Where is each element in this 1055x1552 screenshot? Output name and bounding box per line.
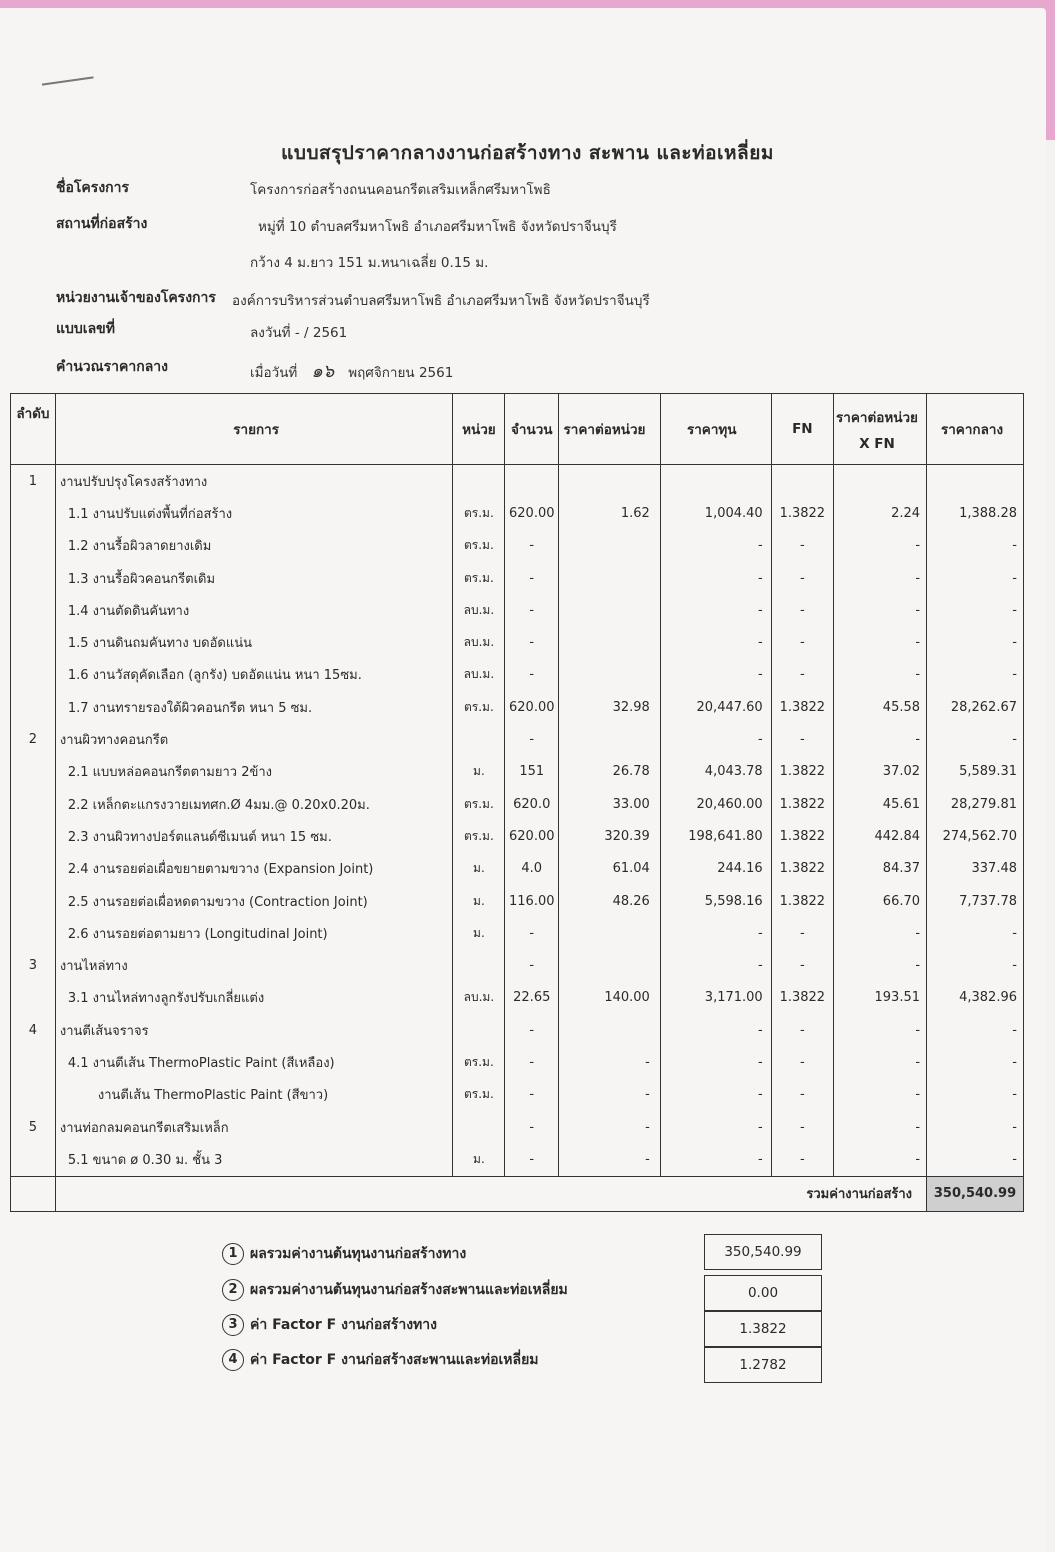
row-fn: 1.3822 — [771, 820, 833, 852]
row-unit: ม. — [453, 853, 505, 885]
row-unit-price: 26.78 — [559, 756, 661, 788]
project-value: โครงการก่อสร้างถนนคอนกรีตเสริมเหล็กศรีมหาโพธิ — [250, 182, 551, 198]
row-cost: - — [660, 659, 771, 691]
row-cost: - — [660, 626, 771, 658]
row-item: 1.4 งานตัดดินคันทาง — [55, 594, 453, 626]
row-qty: - — [505, 562, 559, 594]
row-unit-price: 32.98 — [559, 691, 661, 723]
row-unit-price-fn: 66.70 — [834, 885, 927, 917]
row-unit-price-fn: - — [834, 723, 927, 755]
row-no: 2 — [11, 723, 56, 755]
row-fn: - — [771, 1046, 833, 1078]
header-no: ลำดับ — [11, 394, 56, 465]
table-row — [11, 885, 1024, 917]
row-unit: ม. — [453, 885, 505, 917]
row-unit: ตร.ม. — [453, 820, 505, 852]
row-unit-price-fn: - — [834, 1143, 927, 1176]
calc-date-prefix: เมื่อวันที่ — [250, 365, 298, 381]
row-qty: - — [505, 1079, 559, 1111]
row-cost: - — [660, 530, 771, 562]
row-fn: - — [771, 562, 833, 594]
row-unit-price — [559, 949, 661, 981]
row-unit-price-fn: - — [834, 626, 927, 658]
row-mid-price — [927, 465, 1024, 498]
row-no — [11, 756, 56, 788]
row-no — [11, 562, 56, 594]
row-mid-price: - — [927, 626, 1024, 658]
row-unit-price-fn: - — [834, 530, 927, 562]
table-header-row — [11, 394, 1024, 465]
header-item: รายการ — [55, 394, 453, 465]
row-qty: - — [505, 659, 559, 691]
row-fn: - — [771, 530, 833, 562]
row-item: 1.7 งานทรายรองใต้ผิวคอนกรีต หนา 5 ซม. — [55, 691, 453, 723]
row-unit-price-fn: 45.58 — [834, 691, 927, 723]
row-unit-price-fn: - — [834, 1111, 927, 1143]
row-qty: 4.0 — [505, 853, 559, 885]
row-unit — [453, 1014, 505, 1046]
row-no — [11, 1143, 56, 1176]
row-qty: - — [505, 949, 559, 981]
header-qty: จำนวน — [505, 394, 559, 465]
summary-label: ผลรวมค่างานต้นทุนงานก่อสร้างสะพานและท่อเหลี่ยม — [250, 1282, 568, 1298]
row-unit-price: - — [559, 1079, 661, 1111]
row-fn: 1.3822 — [771, 756, 833, 788]
row-unit-price-fn: 442.84 — [834, 820, 927, 852]
table-row — [11, 626, 1024, 658]
summary-value-box: 0.00 — [704, 1275, 822, 1311]
row-no — [11, 691, 56, 723]
header-unit-price: ราคาต่อหน่วย — [559, 394, 661, 465]
row-qty: 620.00 — [505, 691, 559, 723]
row-fn: 1.3822 — [771, 788, 833, 820]
row-unit-price-fn: - — [834, 594, 927, 626]
row-item: 5.1 ขนาด ø 0.30 ม. ชั้น 3 — [55, 1143, 453, 1176]
header-unit-price-fn-line1: ราคาต่อหน่วย — [836, 410, 918, 426]
row-qty: 22.65 — [505, 982, 559, 1014]
row-qty: - — [505, 626, 559, 658]
row-qty: - — [505, 917, 559, 949]
price-table — [10, 393, 1024, 1212]
row-unit-price-fn: 84.37 — [834, 853, 927, 885]
row-qty — [505, 465, 559, 498]
row-item: 1.1 งานปรับแต่งพื้นที่ก่อสร้าง — [55, 497, 453, 529]
row-unit: ตร.ม. — [453, 788, 505, 820]
row-item: งานตีเส้น ThermoPlastic Paint (สีขาว) — [55, 1079, 453, 1111]
row-no — [11, 594, 56, 626]
row-unit-price-fn: - — [834, 659, 927, 691]
row-unit-price-fn: - — [834, 1014, 927, 1046]
row-mid-price: 28,279.81 — [927, 788, 1024, 820]
row-unit: ตร.ม. — [453, 497, 505, 529]
row-no — [11, 530, 56, 562]
row-mid-price: - — [927, 1079, 1024, 1111]
header-mid-price: ราคากลาง — [927, 394, 1024, 465]
table-row — [11, 1111, 1024, 1143]
row-qty: 116.00 — [505, 885, 559, 917]
row-unit: ม. — [453, 917, 505, 949]
row-mid-price: 5,589.31 — [927, 756, 1024, 788]
row-mid-price: - — [927, 530, 1024, 562]
row-fn: 1.3822 — [771, 885, 833, 917]
row-no — [11, 1046, 56, 1078]
row-mid-price: - — [927, 949, 1024, 981]
row-no — [11, 626, 56, 658]
row-qty: - — [505, 1143, 559, 1176]
row-unit-price: - — [559, 1111, 661, 1143]
row-fn: - — [771, 1111, 833, 1143]
row-item: 1.2 งานรื้อผิวลาดยางเดิม — [55, 530, 453, 562]
row-unit-price: 48.26 — [559, 885, 661, 917]
row-cost: - — [660, 1111, 771, 1143]
document-title: แบบสรุปราคากลางงานก่อสร้างทาง สะพาน และท่อเหลี่ยม — [281, 142, 774, 164]
row-mid-price: - — [927, 723, 1024, 755]
row-qty: - — [505, 1014, 559, 1046]
row-unit: ลบ.ม. — [453, 594, 505, 626]
table-row — [11, 530, 1024, 562]
row-item: 3.1 งานไหล่ทางลูกรังปรับเกลี่ยแต่ง — [55, 982, 453, 1014]
row-fn: - — [771, 1143, 833, 1176]
row-unit-price — [559, 723, 661, 755]
row-qty: - — [505, 723, 559, 755]
row-qty: 620.0 — [505, 788, 559, 820]
summary-value-box: 1.2782 — [704, 1347, 822, 1383]
row-cost: - — [660, 1143, 771, 1176]
row-item: งานไหล่ทาง — [55, 949, 453, 981]
row-unit — [453, 723, 505, 755]
row-item: 1.6 งานวัสดุคัดเลือก (ลูกรัง) บดอัดแน่น หนา 15ซม. — [55, 659, 453, 691]
row-unit-price: 320.39 — [559, 820, 661, 852]
row-fn: 1.3822 — [771, 691, 833, 723]
table-row — [11, 497, 1024, 529]
row-unit-price-fn: 2.24 — [834, 497, 927, 529]
table-row — [11, 1046, 1024, 1078]
row-unit-price-fn: - — [834, 1079, 927, 1111]
row-fn: 1.3822 — [771, 853, 833, 885]
total-row — [11, 1176, 1024, 1211]
row-unit-price: 33.00 — [559, 788, 661, 820]
table-row — [11, 562, 1024, 594]
row-fn: - — [771, 659, 833, 691]
row-item: 2.6 งานรอยต่อตามยาว (Longitudinal Joint) — [55, 917, 453, 949]
row-cost: - — [660, 917, 771, 949]
row-unit: ตร.ม. — [453, 1079, 505, 1111]
row-mid-price: 274,562.70 — [927, 820, 1024, 852]
row-unit-price-fn: 45.61 — [834, 788, 927, 820]
row-mid-price: - — [927, 1014, 1024, 1046]
row-unit-price: 61.04 — [559, 853, 661, 885]
row-no: 5 — [11, 1111, 56, 1143]
summary-number-circle: 2 — [222, 1279, 244, 1301]
row-fn: - — [771, 917, 833, 949]
row-mid-price: - — [927, 659, 1024, 691]
row-no — [11, 820, 56, 852]
summary-label: ค่า Factor F งานก่อสร้างสะพานและท่อเหลี่ยม — [250, 1352, 539, 1368]
row-cost: 4,043.78 — [660, 756, 771, 788]
site-value: หมู่ที่ 10 ตำบลศรีมหาโพธิ อำเภอศรีมหาโพธิ จังหวัดปราจีนบุรี — [258, 219, 617, 235]
header-unit-price-fn — [834, 394, 927, 465]
row-unit: ม. — [453, 756, 505, 788]
row-cost: - — [660, 1079, 771, 1111]
owner-label: หน่วยงานเจ้าของโครงการ — [56, 290, 216, 306]
plan-label: แบบเลขที่ — [56, 321, 115, 337]
table-row — [11, 820, 1024, 852]
table-row — [11, 917, 1024, 949]
row-item: 2.4 งานรอยต่อเผื่อขยายตามขวาง (Expansion Joint) — [55, 853, 453, 885]
row-unit-price — [559, 917, 661, 949]
row-unit-price — [559, 465, 661, 498]
summary-line — [222, 1243, 466, 1265]
row-mid-price: - — [927, 1046, 1024, 1078]
row-cost: 3,171.00 — [660, 982, 771, 1014]
row-no — [11, 853, 56, 885]
row-fn: - — [771, 723, 833, 755]
row-unit-price — [559, 562, 661, 594]
row-cost: 244.16 — [660, 853, 771, 885]
row-cost: - — [660, 1046, 771, 1078]
row-unit-price: 140.00 — [559, 982, 661, 1014]
row-item: 1.3 งานรื้อผิวคอนกรีตเดิม — [55, 562, 453, 594]
row-unit — [453, 949, 505, 981]
row-cost: - — [660, 594, 771, 626]
summary-number-circle: 4 — [222, 1349, 244, 1371]
total-value: 350,540.99 — [927, 1176, 1024, 1211]
row-item: งานตีเส้นจราจร — [55, 1014, 453, 1046]
table-row — [11, 465, 1024, 498]
row-fn: 1.3822 — [771, 497, 833, 529]
row-cost: 20,460.00 — [660, 788, 771, 820]
row-no — [11, 1079, 56, 1111]
row-item: 2.2 เหล็กตะแกรงวายเมทศก.Ø 4มม.@ 0.20x0.20ม. — [55, 788, 453, 820]
row-unit-price-fn: - — [834, 1046, 927, 1078]
table-row — [11, 659, 1024, 691]
row-item: 1.5 งานดินถมคันทาง บดอัดแน่น — [55, 626, 453, 658]
row-unit-price-fn: - — [834, 562, 927, 594]
summary-number-circle: 3 — [222, 1314, 244, 1336]
row-unit-price-fn: 37.02 — [834, 756, 927, 788]
calc-date — [250, 356, 453, 385]
row-cost — [660, 465, 771, 498]
row-no: 3 — [11, 949, 56, 981]
table-row — [11, 1079, 1024, 1111]
row-unit: ลบ.ม. — [453, 982, 505, 1014]
row-unit — [453, 465, 505, 498]
row-unit-price — [559, 1014, 661, 1046]
table-row — [11, 691, 1024, 723]
header-unit: หน่วย — [453, 394, 505, 465]
row-fn: - — [771, 1014, 833, 1046]
row-item: งานท่อกลมคอนกรีตเสริมเหล็ก — [55, 1111, 453, 1143]
row-unit: ลบ.ม. — [453, 626, 505, 658]
summary-line — [222, 1349, 539, 1371]
row-fn: - — [771, 626, 833, 658]
summary-line — [222, 1314, 437, 1336]
summary-number-circle: 1 — [222, 1243, 244, 1265]
row-cost: 198,641.80 — [660, 820, 771, 852]
row-mid-price: - — [927, 594, 1024, 626]
site-label: สถานที่ก่อสร้าง — [56, 216, 148, 232]
row-unit-price-fn — [834, 465, 927, 498]
total-label: รวมค่างานก่อสร้าง — [55, 1176, 926, 1211]
summary-label: ผลรวมค่างานต้นทุนงานก่อสร้างทาง — [250, 1246, 467, 1262]
row-unit-price-fn: - — [834, 949, 927, 981]
row-qty: - — [505, 1046, 559, 1078]
row-mid-price: 337.48 — [927, 853, 1024, 885]
summary-value-box: 1.3822 — [704, 1311, 822, 1347]
summary-line — [222, 1279, 568, 1301]
row-qty: 620.00 — [505, 497, 559, 529]
row-qty: - — [505, 530, 559, 562]
row-mid-price: 28,262.67 — [927, 691, 1024, 723]
row-fn: - — [771, 594, 833, 626]
row-no: 4 — [11, 1014, 56, 1046]
row-cost: 1,004.40 — [660, 497, 771, 529]
row-fn: - — [771, 949, 833, 981]
row-cost: 5,598.16 — [660, 885, 771, 917]
table-body — [11, 465, 1024, 1177]
row-mid-price: - — [927, 562, 1024, 594]
row-no — [11, 497, 56, 529]
row-unit: ตร.ม. — [453, 1046, 505, 1078]
row-item: งานผิวทางคอนกรีต — [55, 723, 453, 755]
header-fn: FN — [771, 394, 833, 465]
row-qty: 151 — [505, 756, 559, 788]
row-no — [11, 917, 56, 949]
row-unit: ตร.ม. — [453, 530, 505, 562]
row-unit-price: - — [559, 1046, 661, 1078]
row-qty: 620.00 — [505, 820, 559, 852]
row-unit-price — [559, 659, 661, 691]
table-row — [11, 723, 1024, 755]
row-unit-price-fn: - — [834, 917, 927, 949]
row-unit-price: 1.62 — [559, 497, 661, 529]
row-unit-price-fn: 193.51 — [834, 982, 927, 1014]
row-item: 2.3 งานผิวทางปอร์ตแลนด์ซีเมนต์ หนา 15 ซม. — [55, 820, 453, 852]
row-no — [11, 885, 56, 917]
row-fn — [771, 465, 833, 498]
row-item: 2.5 งานรอยต่อเผื่อหดตามขวาง (Contraction Joint) — [55, 885, 453, 917]
calc-label: คำนวณราคากลาง — [56, 359, 169, 375]
row-mid-price: - — [927, 1111, 1024, 1143]
row-fn: - — [771, 1079, 833, 1111]
table-row — [11, 1143, 1024, 1176]
row-unit-price — [559, 626, 661, 658]
table-row — [11, 1014, 1024, 1046]
dimensions-value: กว้าง 4 ม.ยาว 151 ม.หนาเฉลี่ย 0.15 ม. — [250, 255, 489, 271]
row-mid-price: 7,737.78 — [927, 885, 1024, 917]
row-no: 1 — [11, 465, 56, 498]
row-qty: - — [505, 594, 559, 626]
table-row — [11, 756, 1024, 788]
total-blank — [11, 1176, 56, 1211]
row-fn: 1.3822 — [771, 982, 833, 1014]
row-unit: ม. — [453, 1143, 505, 1176]
row-unit: ลบ.ม. — [453, 659, 505, 691]
row-no — [11, 788, 56, 820]
row-unit-price — [559, 594, 661, 626]
table-row — [11, 788, 1024, 820]
plan-value: ลงวันที่ - / 2561 — [250, 325, 348, 341]
table-row — [11, 594, 1024, 626]
row-no — [11, 659, 56, 691]
row-unit: ตร.ม. — [453, 562, 505, 594]
row-item: งานปรับปรุงโครงสร้างทาง — [55, 465, 453, 498]
header-cost: ราคาทุน — [660, 394, 771, 465]
row-unit: ตร.ม. — [453, 691, 505, 723]
table-row — [11, 982, 1024, 1014]
row-unit-price: - — [559, 1143, 661, 1176]
owner-value: องค์การบริหารส่วนตำบลศรีมหาโพธิ อำเภอศรีมหาโพธิ จังหวัดปราจีนบุรี — [232, 293, 650, 309]
calc-date-day-handwritten: ๑๖ — [311, 361, 335, 382]
summary-label: ค่า Factor F งานก่อสร้างทาง — [250, 1317, 437, 1333]
row-qty: - — [505, 1111, 559, 1143]
row-cost: - — [660, 1014, 771, 1046]
row-mid-price: 4,382.96 — [927, 982, 1024, 1014]
header-unit-price-fn-line2: X FN — [859, 436, 895, 452]
row-item: 4.1 งานตีเส้น ThermoPlastic Paint (สีเหลือง) — [55, 1046, 453, 1078]
row-item: 2.1 แบบหล่อคอนกรีตตามยาว 2ข้าง — [55, 756, 453, 788]
row-mid-price: - — [927, 1143, 1024, 1176]
row-unit-price — [559, 530, 661, 562]
row-mid-price: 1,388.28 — [927, 497, 1024, 529]
row-mid-price: - — [927, 917, 1024, 949]
row-cost: - — [660, 723, 771, 755]
summary-value-box: 350,540.99 — [704, 1234, 822, 1270]
table-row — [11, 949, 1024, 981]
project-label: ชื่อโครงการ — [56, 180, 130, 196]
row-unit — [453, 1111, 505, 1143]
row-no — [11, 982, 56, 1014]
calc-date-rest: พฤศจิกายน 2561 — [348, 365, 454, 381]
row-cost: - — [660, 562, 771, 594]
row-cost: - — [660, 949, 771, 981]
row-cost: 20,447.60 — [660, 691, 771, 723]
table-row — [11, 853, 1024, 885]
